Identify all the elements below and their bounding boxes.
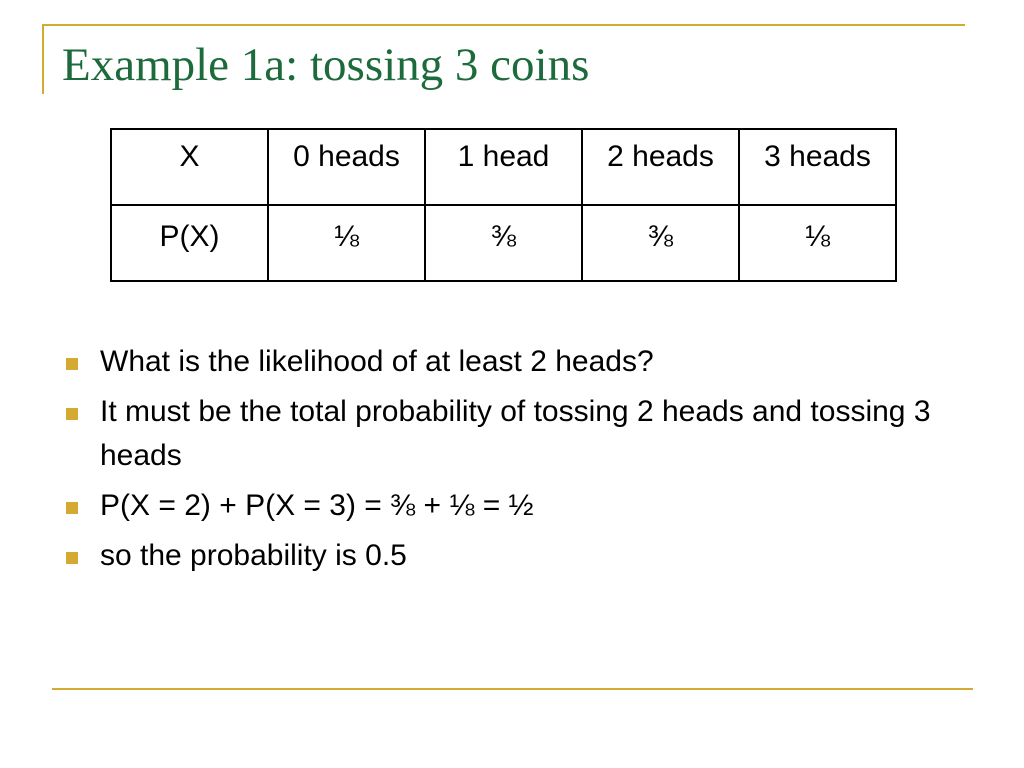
list-item: [62, 534, 962, 578]
square-bullet-icon: [66, 552, 78, 564]
table-cell: X: [111, 129, 268, 205]
list-item: [62, 340, 962, 384]
list-item-text: so the probability is 0.5: [100, 539, 407, 572]
list-item-text: What is the likelihood of at least 2 heads?: [100, 345, 654, 378]
square-bullet-icon: [66, 358, 78, 370]
slide-title: Example 1a: tossing 3 coins: [62, 39, 590, 91]
table-row: [111, 205, 896, 281]
probability-table: [110, 128, 897, 282]
table-cell: ⅜: [425, 205, 582, 281]
list-item-text: It must be the total probability of tossing 2 heads and tossing 3 heads: [100, 395, 931, 472]
table-cell: 1 head: [425, 129, 582, 205]
table-cell: 2 heads: [582, 129, 739, 205]
table-cell: 3 heads: [739, 129, 896, 205]
table-cell: ⅛: [739, 205, 896, 281]
list-item: [62, 484, 962, 528]
footer-divider: [52, 688, 973, 690]
list-item: [62, 390, 962, 478]
bullet-list: [62, 340, 962, 584]
frame-top-line: [42, 24, 965, 26]
table-cell: P(X): [111, 205, 268, 281]
list-item-text: P(X = 2) + P(X = 3) = ⅜ + ⅛ = ½: [100, 489, 534, 522]
frame-left-line: [42, 24, 44, 94]
table-cell: 0 heads: [268, 129, 425, 205]
square-bullet-icon: [66, 502, 78, 514]
square-bullet-icon: [66, 408, 78, 420]
table-header-row: [111, 129, 896, 205]
table-cell: ⅜: [582, 205, 739, 281]
table-cell: ⅛: [268, 205, 425, 281]
